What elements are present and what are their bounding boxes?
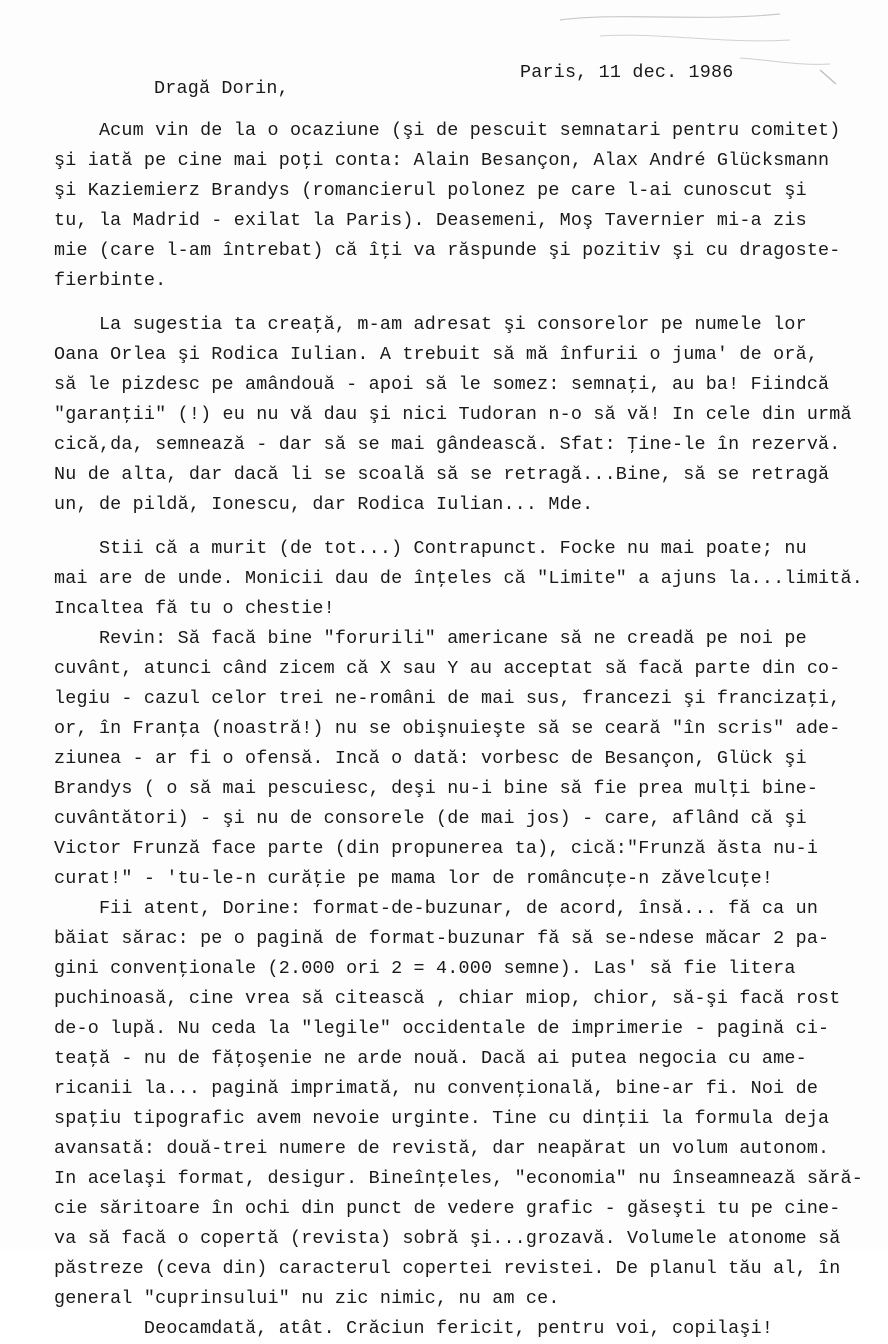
- text-line: Incaltea fă tu o chestie!: [54, 598, 335, 619]
- closing-line: Deocamdată, atât. Crăciun fericit, pentru voi, copilaşi!: [54, 1318, 774, 1339]
- text-line: băiat sărac: pe o pagină de format-buzunar fă să se-ndese măcar 2 pa-: [54, 928, 830, 949]
- text-line: Brandys ( o să mai pescuiesc, deşi nu-i bine să fie prea mulţi bine-: [54, 778, 819, 799]
- text-line: mie (care l-am întrebat) că îţi va răspunde şi pozitiv şi cu dragoste-: [54, 240, 841, 261]
- letter-date: Paris, 11 dec. 1986: [520, 62, 734, 83]
- scan-stroke-marks: [0, 0, 888, 130]
- text-line: "garanţii" (!) eu nu vă dau şi nici Tudoran n-o să vă! In cele din urmă: [54, 404, 852, 425]
- text-line: ricanii la... pagină imprimată, nu convenţională, bine-ar fi. Noi de: [54, 1078, 819, 1099]
- text-line: Acum vin de la o ocaziune (şi de pescuit semnatari pentru comitet): [54, 120, 841, 141]
- paragraph: [54, 894, 874, 1314]
- paragraph: [54, 624, 874, 894]
- text-line: să le pizdesc pe amândouă - apoi să le somez: semnaţi, au ba! Fiindcă: [54, 374, 830, 395]
- text-line: şi Kaziemierz Brandys (romancierul polonez pe care l-ai cunoscut şi: [54, 180, 807, 201]
- text-line: puchinoasă, cine vrea să citească , chiar miop, chior, să-şi facă rost: [54, 988, 841, 1009]
- text-line: mai are de unde. Monicii dau de înţeles că "Limite" a ajuns la...limită.: [54, 568, 864, 589]
- text-line: tu, la Madrid - exilat la Paris). Deasemeni, Moş Tavernier mi-a zis: [54, 210, 807, 231]
- text-line: cuvântători) - şi nu de consorele (de mai jos) - care, aflând că şi: [54, 808, 807, 829]
- text-line: La sugestia ta creaţă, m-am adresat şi consorelor pe numele lor: [54, 314, 807, 335]
- text-line: general "cuprinsului" nu zic nimic, nu am ce.: [54, 1288, 560, 1309]
- text-line: şi iată pe cine mai poţi conta: Alain Besançon, Alax André Glücksmann: [54, 150, 830, 171]
- text-line: teaţă - nu de făţoşenie ne arde nouă. Dacă ai putea negocia cu ame-: [54, 1048, 807, 1069]
- text-line: păstreze (ceva din) caracterul copertei revistei. De planul tău al, în: [54, 1258, 841, 1279]
- text-line: In acelaşi format, desigur. Bineînţeles, "economia" nu înseamnează sără-: [54, 1168, 864, 1189]
- paragraph: [54, 116, 874, 296]
- text-line: cică,da, semnează - dar să se mai gândească. Sfat: Ţine-le în rezervă.: [54, 434, 841, 455]
- text-line: fierbinte.: [54, 270, 167, 291]
- text-line: or, în Franţa (noastră!) nu se obişnuieşte să se ceară "în scris" ade-: [54, 718, 841, 739]
- text-line: Victor Frunză face parte (din propunerea ta), cică:"Frunză ăsta nu-i: [54, 838, 819, 859]
- letter-body: [54, 116, 874, 1344]
- text-line: de-o lupă. Nu ceda la "legile" occidentale de imprimerie - pagină ci-: [54, 1018, 830, 1039]
- text-line: va să facă o copertă (revista) sobră şi...grozavă. Volumele atonome să: [54, 1228, 841, 1249]
- text-line: legiu - cazul celor trei ne-români de mai sus, francezi şi francizaţi,: [54, 688, 841, 709]
- text-line: un, de pildă, Ionescu, dar Rodica Iulian... Mde.: [54, 494, 594, 515]
- text-line: cie săritoare în ochi din punct de vedere grafic - găseşti tu pe cine-: [54, 1198, 841, 1219]
- text-line: ziunea - ar fi o ofensă. Incă o dată: vorbesc de Besançon, Glück şi: [54, 748, 807, 769]
- text-line: gini convenţionale (2.000 ori 2 = 4.000 semne). Las' să fie litera: [54, 958, 796, 979]
- text-line: Oana Orlea şi Rodica Iulian. A trebuit să mă înfurii o juma' de oră,: [54, 344, 819, 365]
- text-line: curat!" - 'tu-le-n curăţie pe mama lor de româncuţe-n zăvelcuţe!: [54, 868, 774, 889]
- text-line: cuvânt, atunci când zicem că X sau Y au acceptat să facă parte din co-: [54, 658, 841, 679]
- letter-salutation: Dragă Dorin,: [154, 78, 289, 99]
- text-line: Stii că a murit (de tot...) Contrapunct. Focke nu mai poate; nu: [54, 538, 807, 559]
- text-line: avansată: două-trei numere de revistă, dar neapărat un volum autonom.: [54, 1138, 830, 1159]
- text-line: spaţiu tipografic avem nevoie urginte. Tine cu dinţii la formula deja: [54, 1108, 830, 1129]
- paragraph: [54, 310, 874, 520]
- paragraph: [54, 534, 874, 624]
- text-line: Revin: Să facă bine "forurili" americane să ne creadă pe noi pe: [54, 628, 807, 649]
- text-line: Nu de alta, dar dacă li se scoală să se retragă...Bine, să se retragă: [54, 464, 830, 485]
- text-line: Fii atent, Dorine: format-de-buzunar, de acord, însă... fă ca un: [54, 898, 819, 919]
- paragraph: [54, 1314, 874, 1344]
